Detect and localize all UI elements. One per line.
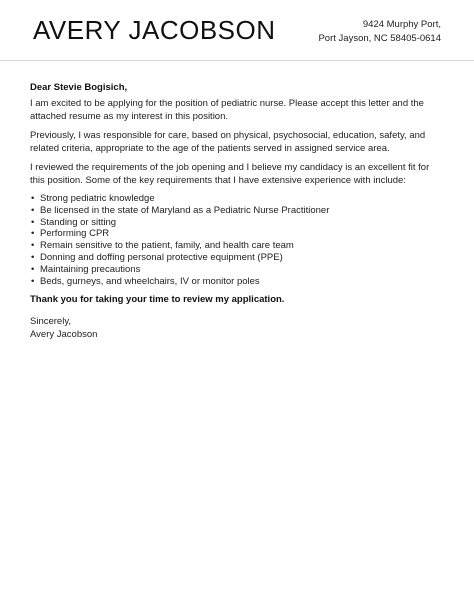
list-item xyxy=(30,240,444,252)
list-item-text: Beds, gurneys, and wheelchairs, IV or monitor poles xyxy=(40,275,260,287)
bullet-icon: • xyxy=(31,204,35,216)
paragraph-experience: Previously, I was responsible for care, based on physical, psychosocial, education, safety, and related criteria, appropriate to the age of the patients served in assigned service area. xyxy=(30,130,426,154)
requirements-list xyxy=(30,193,444,287)
applicant-address xyxy=(318,18,441,46)
letter-body xyxy=(30,81,444,341)
signature-name: Avery Jacobson xyxy=(30,329,98,341)
list-item-text: Performing CPR xyxy=(40,228,110,240)
address-line-2: Port Jayson, NC 58405-0614 xyxy=(318,33,441,44)
list-item-text: Be licensed in the state of Maryland as a Pediatric Nurse Practitioner xyxy=(40,204,330,216)
bullet-icon: • xyxy=(31,193,35,204)
bullet-icon: • xyxy=(31,228,35,240)
signoff: Sincerely, xyxy=(30,316,72,328)
bullet-icon: • xyxy=(31,251,35,263)
bullet-icon: • xyxy=(31,216,35,228)
closing-statement: Thank you for taking your time to review my application. xyxy=(30,294,285,306)
list-item xyxy=(30,205,444,217)
list-item-text: Strong pediatric knowledge xyxy=(40,193,155,204)
list-item-text: Standing or sitting xyxy=(40,216,117,228)
list-item-text: Remain sensitive to the patient, family, and health care team xyxy=(40,240,294,252)
address-line-1: 9424 Murphy Port, xyxy=(362,19,441,30)
bullet-icon: • xyxy=(31,275,35,287)
list-item-text: Donning and doffing personal protective equipment (PPE) xyxy=(40,251,283,263)
paragraph-intro: I am excited to be applying for the position of pediatric nurse. Please accept this letter and the attached resume as my interest in this position. xyxy=(30,98,424,122)
list-item xyxy=(30,217,444,229)
bullet-icon: • xyxy=(31,240,35,252)
list-item-text: Maintaining precautions xyxy=(40,263,141,275)
list-item xyxy=(30,276,444,288)
bullet-icon: • xyxy=(31,263,35,275)
list-item xyxy=(30,264,444,276)
header-divider xyxy=(0,60,474,61)
greeting: Dear Stevie Bogisich, xyxy=(30,82,128,93)
paragraph-requirements: I reviewed the requirements of the job opening and I believe my candidacy is an excellent fit for this position. Some of the key requirements that I have extensive experience with include: xyxy=(30,162,430,186)
list-item xyxy=(30,252,444,264)
applicant-name: AVERY JACOBSON xyxy=(33,15,276,45)
list-item xyxy=(30,193,444,205)
list-item xyxy=(30,228,444,240)
